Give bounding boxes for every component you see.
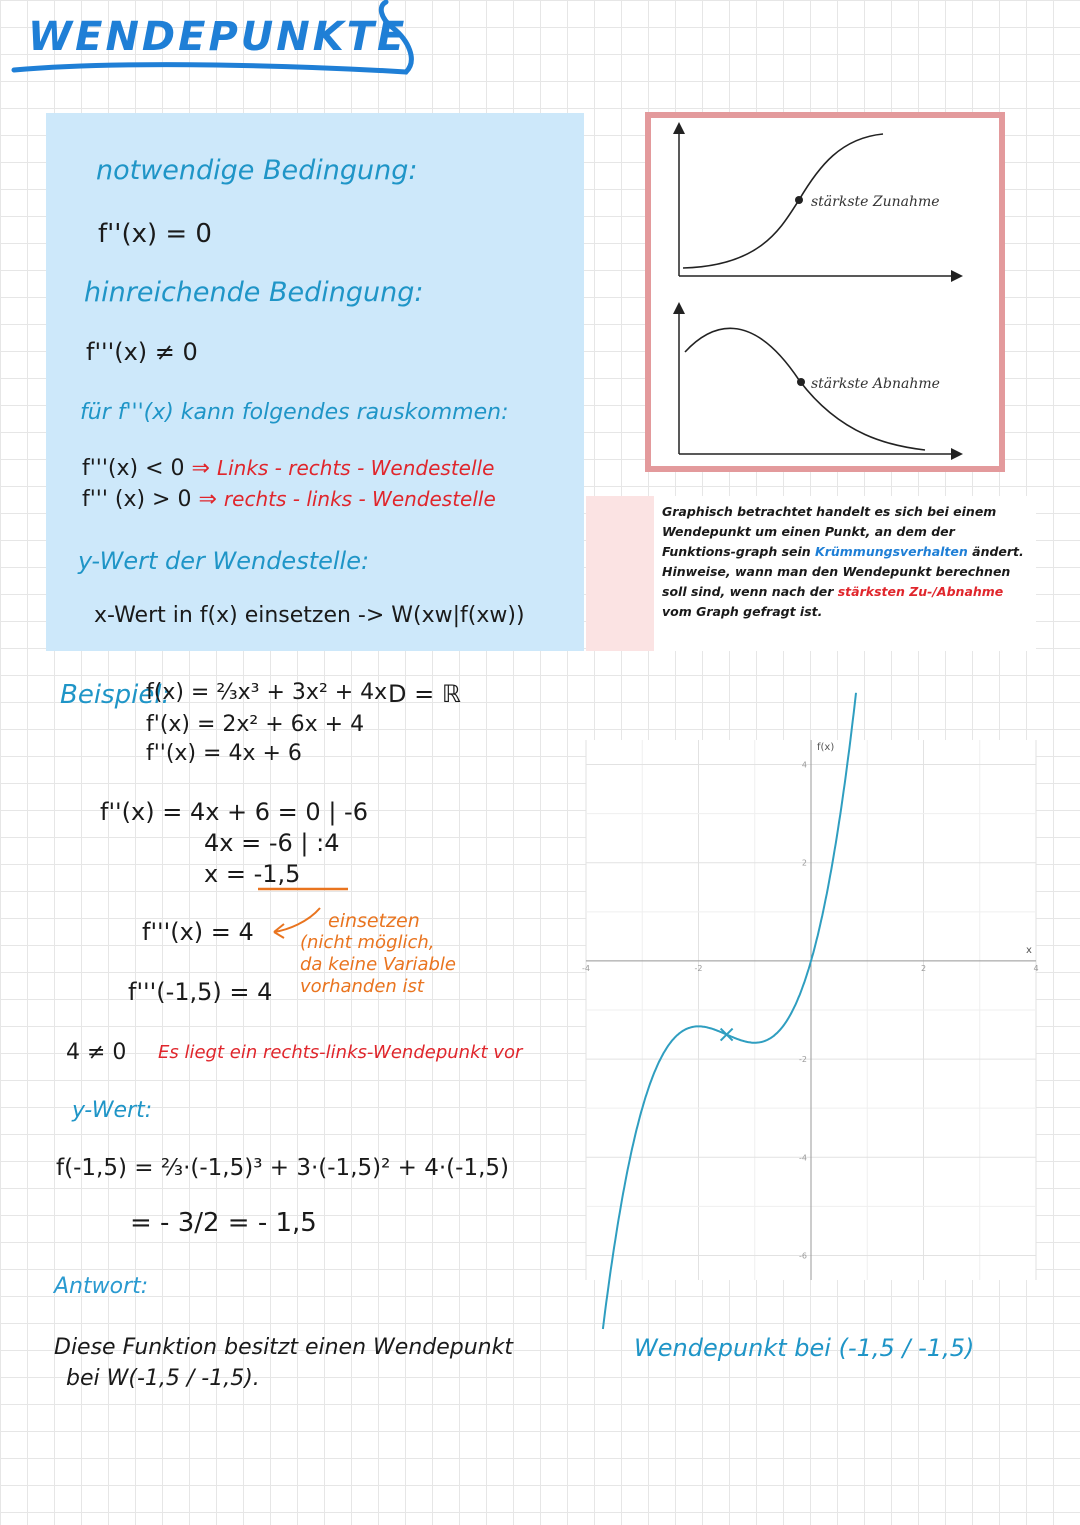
outcome-1-text: Links - rechts - Wendestelle [216,456,495,480]
top-inflection-point [795,196,803,204]
reference-graph [645,112,1005,472]
x-tick-label: -4 [582,963,590,973]
example-domain: D = ℝ [388,680,461,708]
outcome-1-arrow: ⇒ [191,456,210,481]
reference-graph-svg [651,118,999,466]
yvalue-calculation: f(-1,5) = ²⁄₃·(-1,5)³ + 3·(-1,5)² + 4·(-1,5) [56,1155,509,1181]
conclusion-lhs: 4 ≠ 0 [66,1040,127,1065]
step-3: x = -1,5 [204,860,301,888]
page-title: WENDEPUNKTE [28,14,408,60]
step-1: f''(x) = 4x + 6 = 0 | -6 [100,798,368,826]
sufficient-condition-label: hinreichende Bedingung: [84,277,424,308]
y-axis-label: f(x) [817,742,835,753]
x-tick-label: -2 [694,963,703,973]
example-label: Beispiel: [60,680,171,710]
outcomes-intro: für f'''(x) kann folgendes rauskommen: [80,400,509,425]
x-axis-label: x [1026,944,1032,956]
conclusion-text: Es liegt ein rechts-links-Wendepunkt vor [158,1042,523,1063]
necessary-condition-label: notwendige Bedingung: [96,155,418,186]
outcome-right-left [82,487,496,512]
third-derivative: f'''(x) = 4 [142,918,254,946]
example-first-derivative: f'(x) = 2x² + 6x + 4 [146,712,365,737]
example-second-derivative: f''(x) = 4x + 6 [146,741,302,766]
example-function: f(x) = ²⁄₃x³ + 3x² + 4x [146,680,388,705]
note-part-2: ändert. Hinweise, wann man den Wendepunkt berechnen soll sind, wenn nach der [662,544,1024,599]
y-tick-label: 4 [801,760,807,770]
x-tick-label: 2 [920,963,927,973]
yvalue-result: = - 3/2 = - 1,5 [130,1208,317,1238]
annotation-line-2: (nicht möglich, [300,932,435,953]
yvalue-heading: y-Wert: [72,1098,153,1123]
answer-label: Antwort: [54,1274,149,1299]
label-strongest-decrease: stärkste Abnahme [811,376,940,392]
y-tick-label: -2 [799,1055,807,1065]
annotation-line-4: vorhanden ist [300,976,424,997]
note-text [662,502,1032,622]
bottom-inflection-point [797,378,805,386]
outcome-2-formula: f''' (x) > 0 [82,487,192,512]
yvalue-text: x-Wert in f(x) einsetzen -> W(xw|f(xw)) [94,603,525,628]
note-part-1: Graphisch betrachtet handelt es sich bei einem Wendepunkt um einen Punkt, an dem der Funktions-graph sein [662,504,997,559]
x-tick-label: 4 [1033,963,1039,973]
answer-line-1: Diese Funktion besitzt einen Wendepunkt [54,1335,513,1360]
y-tick-label: 2 [801,858,807,868]
note-highlight-change: stärksten Zu-/Abnahme [837,584,1004,599]
necessary-condition-formula: f''(x) = 0 [98,219,212,249]
third-derivative-value: f'''(-1,5) = 4 [128,978,273,1006]
y-tick-label: -6 [799,1251,807,1261]
outcome-1-formula: f'''(x) < 0 [82,456,185,481]
sufficient-condition-formula: f'''(x) ≠ 0 [86,338,198,366]
y-tick-label: -4 [799,1153,807,1163]
outcome-left-right [82,456,494,481]
note-inner [654,496,1036,651]
annotation-line-1: einsetzen [328,910,420,932]
note-highlight-curvature: Krümmungsverhalten [815,544,968,559]
outcome-2-arrow: ⇒ [198,487,217,512]
note-part-3: vom Graph gefragt ist. [662,604,823,619]
graph-caption: Wendepunkt bei (-1,5 / -1,5) [634,1334,975,1362]
yvalue-label: y-Wert der Wendestelle: [78,547,370,575]
result-underline [256,884,352,894]
label-strongest-increase: stärkste Zunahme [811,194,940,210]
step-2: 4x = -6 | :4 [204,829,340,857]
outcome-2-text: rechts - links - Wendestelle [223,487,496,511]
function-plot [582,740,1039,1280]
title-underline [8,0,428,90]
answer-line-2: bei W(-1,5 / -1,5). [66,1366,260,1391]
annotation-line-3: da keine Variable [300,954,457,975]
note-box [586,496,1036,651]
conditions-box [46,113,584,651]
